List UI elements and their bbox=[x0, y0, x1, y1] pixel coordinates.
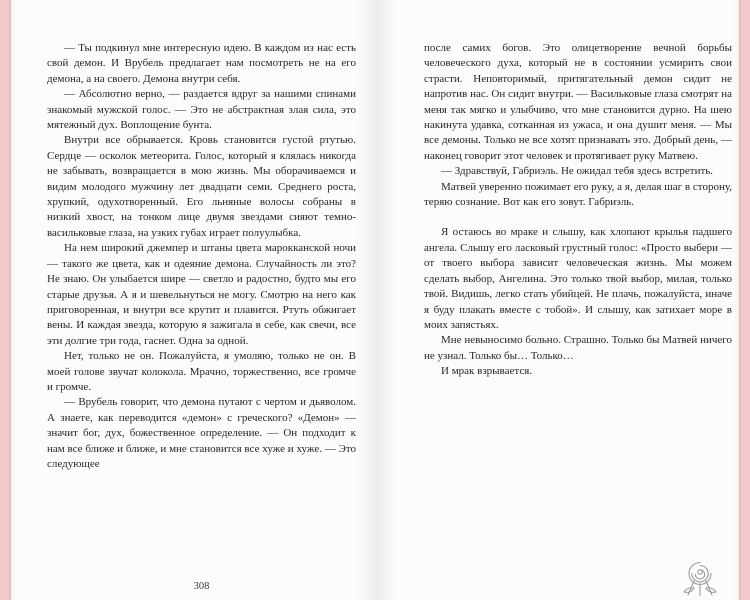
right-cover-edge bbox=[739, 0, 750, 600]
paragraph: Внутри все обрывается. Кровь становится густой ртутью. Сердце — осколок метеорита. Голос, который я клялась никогда не забывать, возвращается в мою жизнь. Мы оборачиваемся и видим молодого мужчину лет двадцати семи. Среднего роста, хрупкий, одухотворенный. Его льняные волосы собраны в низкий хвост, на тонком лице двумя звездами сияют темно-васильковые глаза, на узких губах играет полуулыбка. bbox=[47, 134, 356, 239]
left-page-text bbox=[47, 41, 356, 472]
paragraph: — Ты подкинул мне интересную идею. В каждом из нас есть свой демон. И Врубель предлагает нам посмотреть не на его демона, а на своего. Демона внутри себя. bbox=[47, 42, 356, 85]
left-cover-edge bbox=[0, 0, 11, 600]
paragraph: Я остаюсь во мраке и слышу, как хлопают крылья падшего ангела. Слышу его ласковый грустный голос: «Просто выбери — от твоего выбора зависит человеческая жизнь. Мы можем сделать выбор, Ангелина. Это только твой выбор, милая, только твой. Видишь, легко стать убийцей. Не плачь, пожалуйста, иначе я буду плакать вместе с тобой». И слышу, как затихает море в моих запястьях. bbox=[424, 226, 732, 331]
right-page-text bbox=[424, 41, 732, 380]
page-number: 308 bbox=[193, 581, 210, 592]
paragraph: — Врубель говорит, что демона путают с чертом и дьяволом. А знаете, как переводится «демон» с греческого? «Демон» — значит бог, дух, божественное определение. — Он подходит к нам все ближе и ближе, и мне становится все хуже и хуже. — Это следующее bbox=[47, 396, 356, 470]
paragraph: после самих богов. Это олицетворение вечной борьбы человеческого духа, который не в состоянии усмирить свои страсти. Неповторимый, притягательный демон сидит не напротив нас. Он сидит внутри. — Васильковые глаза смотрят на меня так мягко и улыбчиво, что мне становится дурно. На шею накинута удавка, сотканная из ужаса, и она душит меня. — Мы все демоны. Только не все хотят признавать это. Добрый день, — наконец говорит этот человек и протягивает руку Матвею. bbox=[424, 42, 732, 162]
rose-icon bbox=[680, 558, 720, 598]
paragraph: Матвей уверенно пожимает его руку, а я, делая шаг в сторону, теряю сознание. Вот как его зовут. Габриэль. bbox=[424, 180, 732, 209]
paragraph: И мрак взрывается. bbox=[441, 365, 533, 378]
paragraph: Нет, только не он. Пожалуйста, я умоляю, только не он. В моей голове звучат колокола. Мрачно, торжественно, все громче и громче. bbox=[47, 350, 356, 393]
paragraph: На нем широкий джемпер и штаны цвета марокканской ночи — такого же цвета, как и одеяние демона. Случайность ли это? Не знаю. Он улыбается шире — светло и радостно, будто мы его старые друзья. А я и шевельнуться не могу. Смотрю на него как приговоренная, и внутри все крутит и плавится. Ртуть обжигает вены. И каждая звезда, которую я зажигала в себе, как свечи, все эти долгие три года, гаснет. Одна за одной. bbox=[47, 242, 356, 347]
paragraph: — Абсолютно верно, — раздается вдруг за нашими спинами знакомый мужской голос. — Это не абстрактная злая сила, это мятежный дух. Воплощение бунта. bbox=[47, 88, 356, 132]
paragraph: Мне невыносимо больно. Страшно. Только бы Матвей ничего не узнал. Только бы… Только… bbox=[424, 334, 732, 362]
paragraph: — Здравствуй, Габриэль. Не ожидал тебя здесь встретить. bbox=[441, 165, 714, 178]
